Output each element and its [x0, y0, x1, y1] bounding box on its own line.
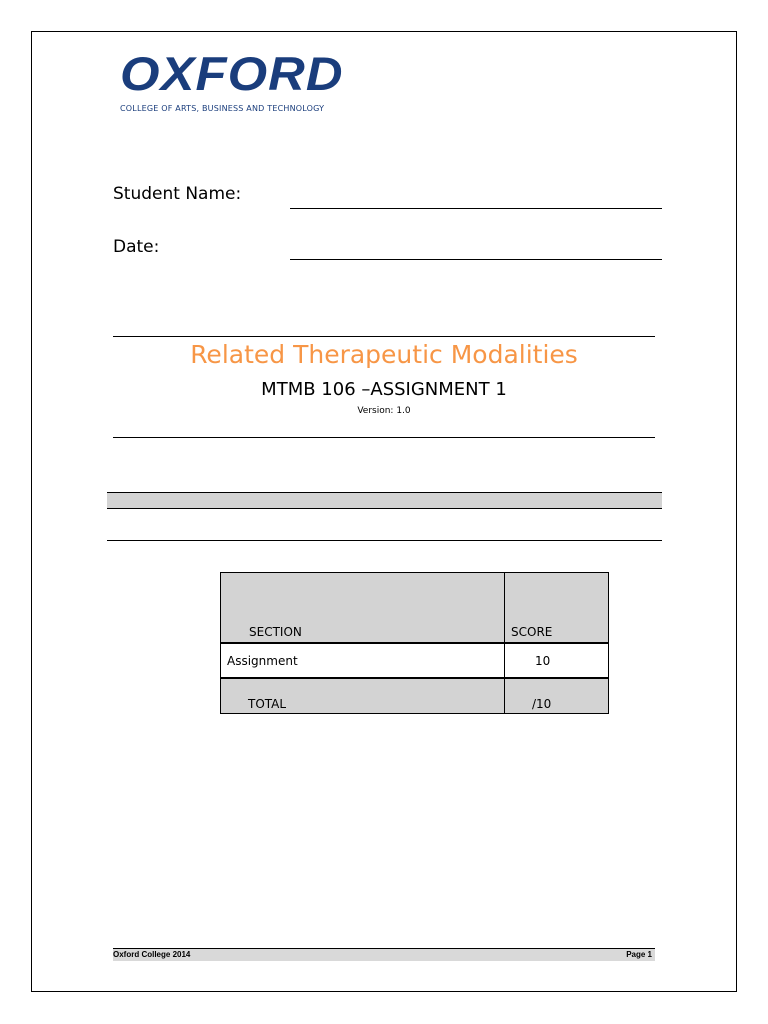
- table-row: [221, 643, 609, 678]
- version-value: 1.0: [396, 406, 411, 416]
- row-score: 10: [505, 643, 609, 678]
- total-label: TOTAL: [221, 678, 505, 714]
- college-logo: [120, 47, 344, 113]
- score-table-total: [221, 678, 609, 714]
- title-bottom-rule: [113, 437, 655, 438]
- header-score: SCORE: [505, 573, 609, 644]
- title-top-rule: [113, 336, 655, 337]
- row-section: Assignment: [221, 643, 505, 678]
- total-value: /10: [505, 678, 609, 714]
- footer-page-number: Page 1: [626, 950, 652, 959]
- version-label: Version:: [357, 406, 394, 416]
- document-subtitle: MTMB 106 –ASSIGNMENT 1: [261, 379, 507, 400]
- score-table: [220, 572, 609, 714]
- date-label: Date:: [113, 237, 160, 257]
- page-border: [31, 31, 737, 992]
- page-footer: [113, 948, 655, 961]
- logo-tagline: COLLEGE OF ARTS, BUSINESS AND TECHNOLOGY: [120, 104, 325, 113]
- section-rule: [107, 540, 662, 541]
- header-section: SECTION: [221, 573, 505, 644]
- student-name-label: Student Name:: [113, 184, 242, 204]
- logo-wordmark: OXFORD: [120, 47, 344, 100]
- document-version: [113, 406, 655, 416]
- date-line: [290, 259, 662, 260]
- student-name-line: [290, 208, 662, 209]
- footer-left-text: Oxford College 2014: [113, 950, 191, 959]
- score-table-header: [221, 573, 609, 644]
- document-title: Related Therapeutic Modalities: [190, 340, 578, 369]
- section-band: [107, 492, 662, 509]
